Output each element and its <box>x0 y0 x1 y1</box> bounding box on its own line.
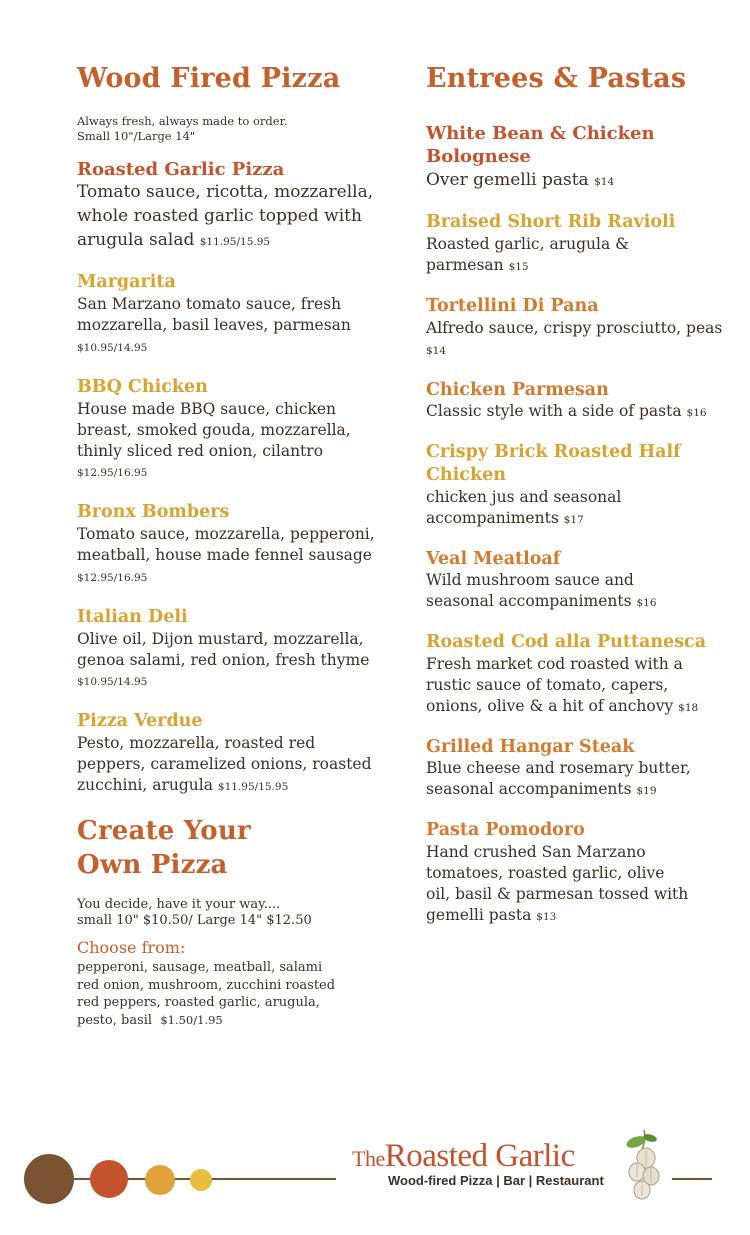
menu-item <box>426 736 726 801</box>
item-name: Veal Meatloaf <box>426 548 561 569</box>
item-description: Olive oil, Dijon mustard, mozzarella, genoa salami, red onion, fresh thyme $10.95/14.95 <box>77 629 370 689</box>
item-name: Roasted Cod alla Puttanesca <box>426 632 707 653</box>
choose-from-label: Choose from: <box>77 938 186 958</box>
item-name: BBQ Chicken <box>77 376 208 397</box>
item-description: Fresh market cod roasted with a rustic sauce of tomato, capers, onions, olive & a hit of anchovy $18 <box>426 654 699 715</box>
item-description: Alfredo sauce, crispy prosciutto, peas $14 <box>426 318 723 357</box>
item-price: $16 <box>636 597 657 610</box>
item-price: $10.95/14.95 <box>77 676 148 689</box>
item-name: Crispy Brick Roasted Half Chicken <box>426 442 681 485</box>
item-name: Pizza Verdue <box>77 711 203 732</box>
garlic-bulbs-icon <box>620 1128 668 1206</box>
item-price: $19 <box>636 785 657 798</box>
item-price: $10.95/14.95 <box>77 342 148 354</box>
item-description: chicken jus and seasonal accompaniments $17 <box>426 487 622 527</box>
dot-gold <box>190 1169 212 1191</box>
section-title-pizza: Wood Fired Pizza <box>77 63 341 94</box>
toppings-price: $1.50/1.95 <box>160 1012 223 1027</box>
item-name: Braised Short Rib Ravioli <box>426 212 676 233</box>
item-price: $14 <box>594 175 615 188</box>
item-description: San Marzano tomato sauce, fresh mozzarella, basil leaves, parmesan $10.95/14.95 <box>77 295 351 354</box>
pizza-column <box>77 62 377 1029</box>
item-name: Tortellini Di Pana <box>426 295 599 316</box>
logo-tagline: Wood-fired Pizza | Bar | Restaurant <box>388 1173 604 1188</box>
item-description: Blue cheese and rosemary butter, seasonal accompaniments $19 <box>426 759 691 799</box>
item-name: White Bean & Chicken Bolognese <box>426 122 655 168</box>
item-name: Roasted Garlic Pizza <box>77 158 285 180</box>
item-name: Grilled Hangar Steak <box>426 736 635 757</box>
item-description: Wild mushroom sauce and seasonal accompaniments $16 <box>426 571 657 611</box>
entrees-column <box>426 62 726 945</box>
footer-rule-right <box>672 1178 712 1180</box>
item-description: Pesto, mozzarella, roasted red peppers, caramelized onions, roasted zucchini, arugula $11.95/15.95 <box>77 734 372 794</box>
cyo-price-line: small 10" $10.50/ Large 14" $12.50 <box>77 913 312 929</box>
cyo-intro-line: You decide, have it your way.... <box>77 896 281 912</box>
menu-item <box>77 271 377 357</box>
item-description: Tomato sauce, mozzarella, pepperoni, meatball, house made fennel sausage $12.95/16.95 <box>77 525 375 584</box>
dot-rust <box>90 1160 128 1198</box>
item-price: $11.95/15.95 <box>199 235 271 248</box>
item-name: Margarita <box>77 272 176 293</box>
decorative-dots <box>0 1140 340 1210</box>
dot-orange <box>145 1165 175 1195</box>
item-price: $15 <box>508 261 529 273</box>
menu-item <box>77 158 377 253</box>
item-description: Roasted garlic, arugula & parmesan $15 <box>426 235 629 274</box>
menu-item <box>426 295 726 360</box>
item-description: Classic style with a side of pasta $16 <box>426 402 707 421</box>
item-description: Over gemelli pasta $14 <box>426 169 615 190</box>
menu-item <box>77 376 377 482</box>
toppings-list: pepperoni, sausage, meatball, salami red onion, mushroom, zucchini roasted red peppers, roasted garlic, arugula, pesto, basil $1.50/1.95 <box>77 960 336 1028</box>
item-price: $16 <box>686 407 707 420</box>
menu-item <box>426 819 726 925</box>
item-price: $13 <box>536 910 557 923</box>
menu-item <box>426 631 726 717</box>
menu-item <box>426 122 726 193</box>
item-description: House made BBQ sauce, chicken breast, smoked gouda, mozzarella, thinly sliced red onion, cilantro $12.95/16.95 <box>77 399 351 480</box>
item-description: Tomato sauce, ricotta, mozzarella, whole roasted garlic topped with arugula salad $11.95/15.95 <box>77 182 374 250</box>
item-name: Italian Deli <box>77 606 188 627</box>
item-name: Bronx Bombers <box>77 502 230 523</box>
item-description: Hand crushed San Marzano tomatoes, roasted garlic, olive oil, basil & parmesan tossed with gemelli pasta $13 <box>426 842 689 924</box>
pizza-intro <box>77 114 377 144</box>
item-name: Pasta Pomodoro <box>426 820 585 841</box>
item-price: $18 <box>678 701 699 714</box>
menu-item <box>426 211 726 276</box>
dot-dark-brown <box>24 1154 74 1204</box>
logo-wordmark: TheRoasted Garlic <box>352 1138 575 1174</box>
menu-item <box>426 441 726 528</box>
menu-item <box>77 710 377 796</box>
item-price: $11.95/15.95 <box>217 780 289 793</box>
item-price: $12.95/16.95 <box>77 571 148 584</box>
item-price: $12.95/16.95 <box>77 467 148 480</box>
menu-item <box>77 501 377 587</box>
pizza-sizes-line: Small 10"/Large 14" <box>77 128 196 143</box>
menu-item <box>77 606 377 692</box>
section-title-create-your-own: Create Your Own Pizza <box>77 815 251 880</box>
item-name: Chicken Parmesan <box>426 379 609 400</box>
menu-item <box>426 379 726 423</box>
cyo-intro <box>77 897 377 931</box>
item-price: $17 <box>563 513 584 526</box>
menu-item <box>426 548 726 613</box>
section-title-entrees: Entrees & Pastas <box>426 63 687 94</box>
pizza-intro-line: Always fresh, always made to order. <box>77 113 288 128</box>
item-price: $14 <box>426 344 447 357</box>
